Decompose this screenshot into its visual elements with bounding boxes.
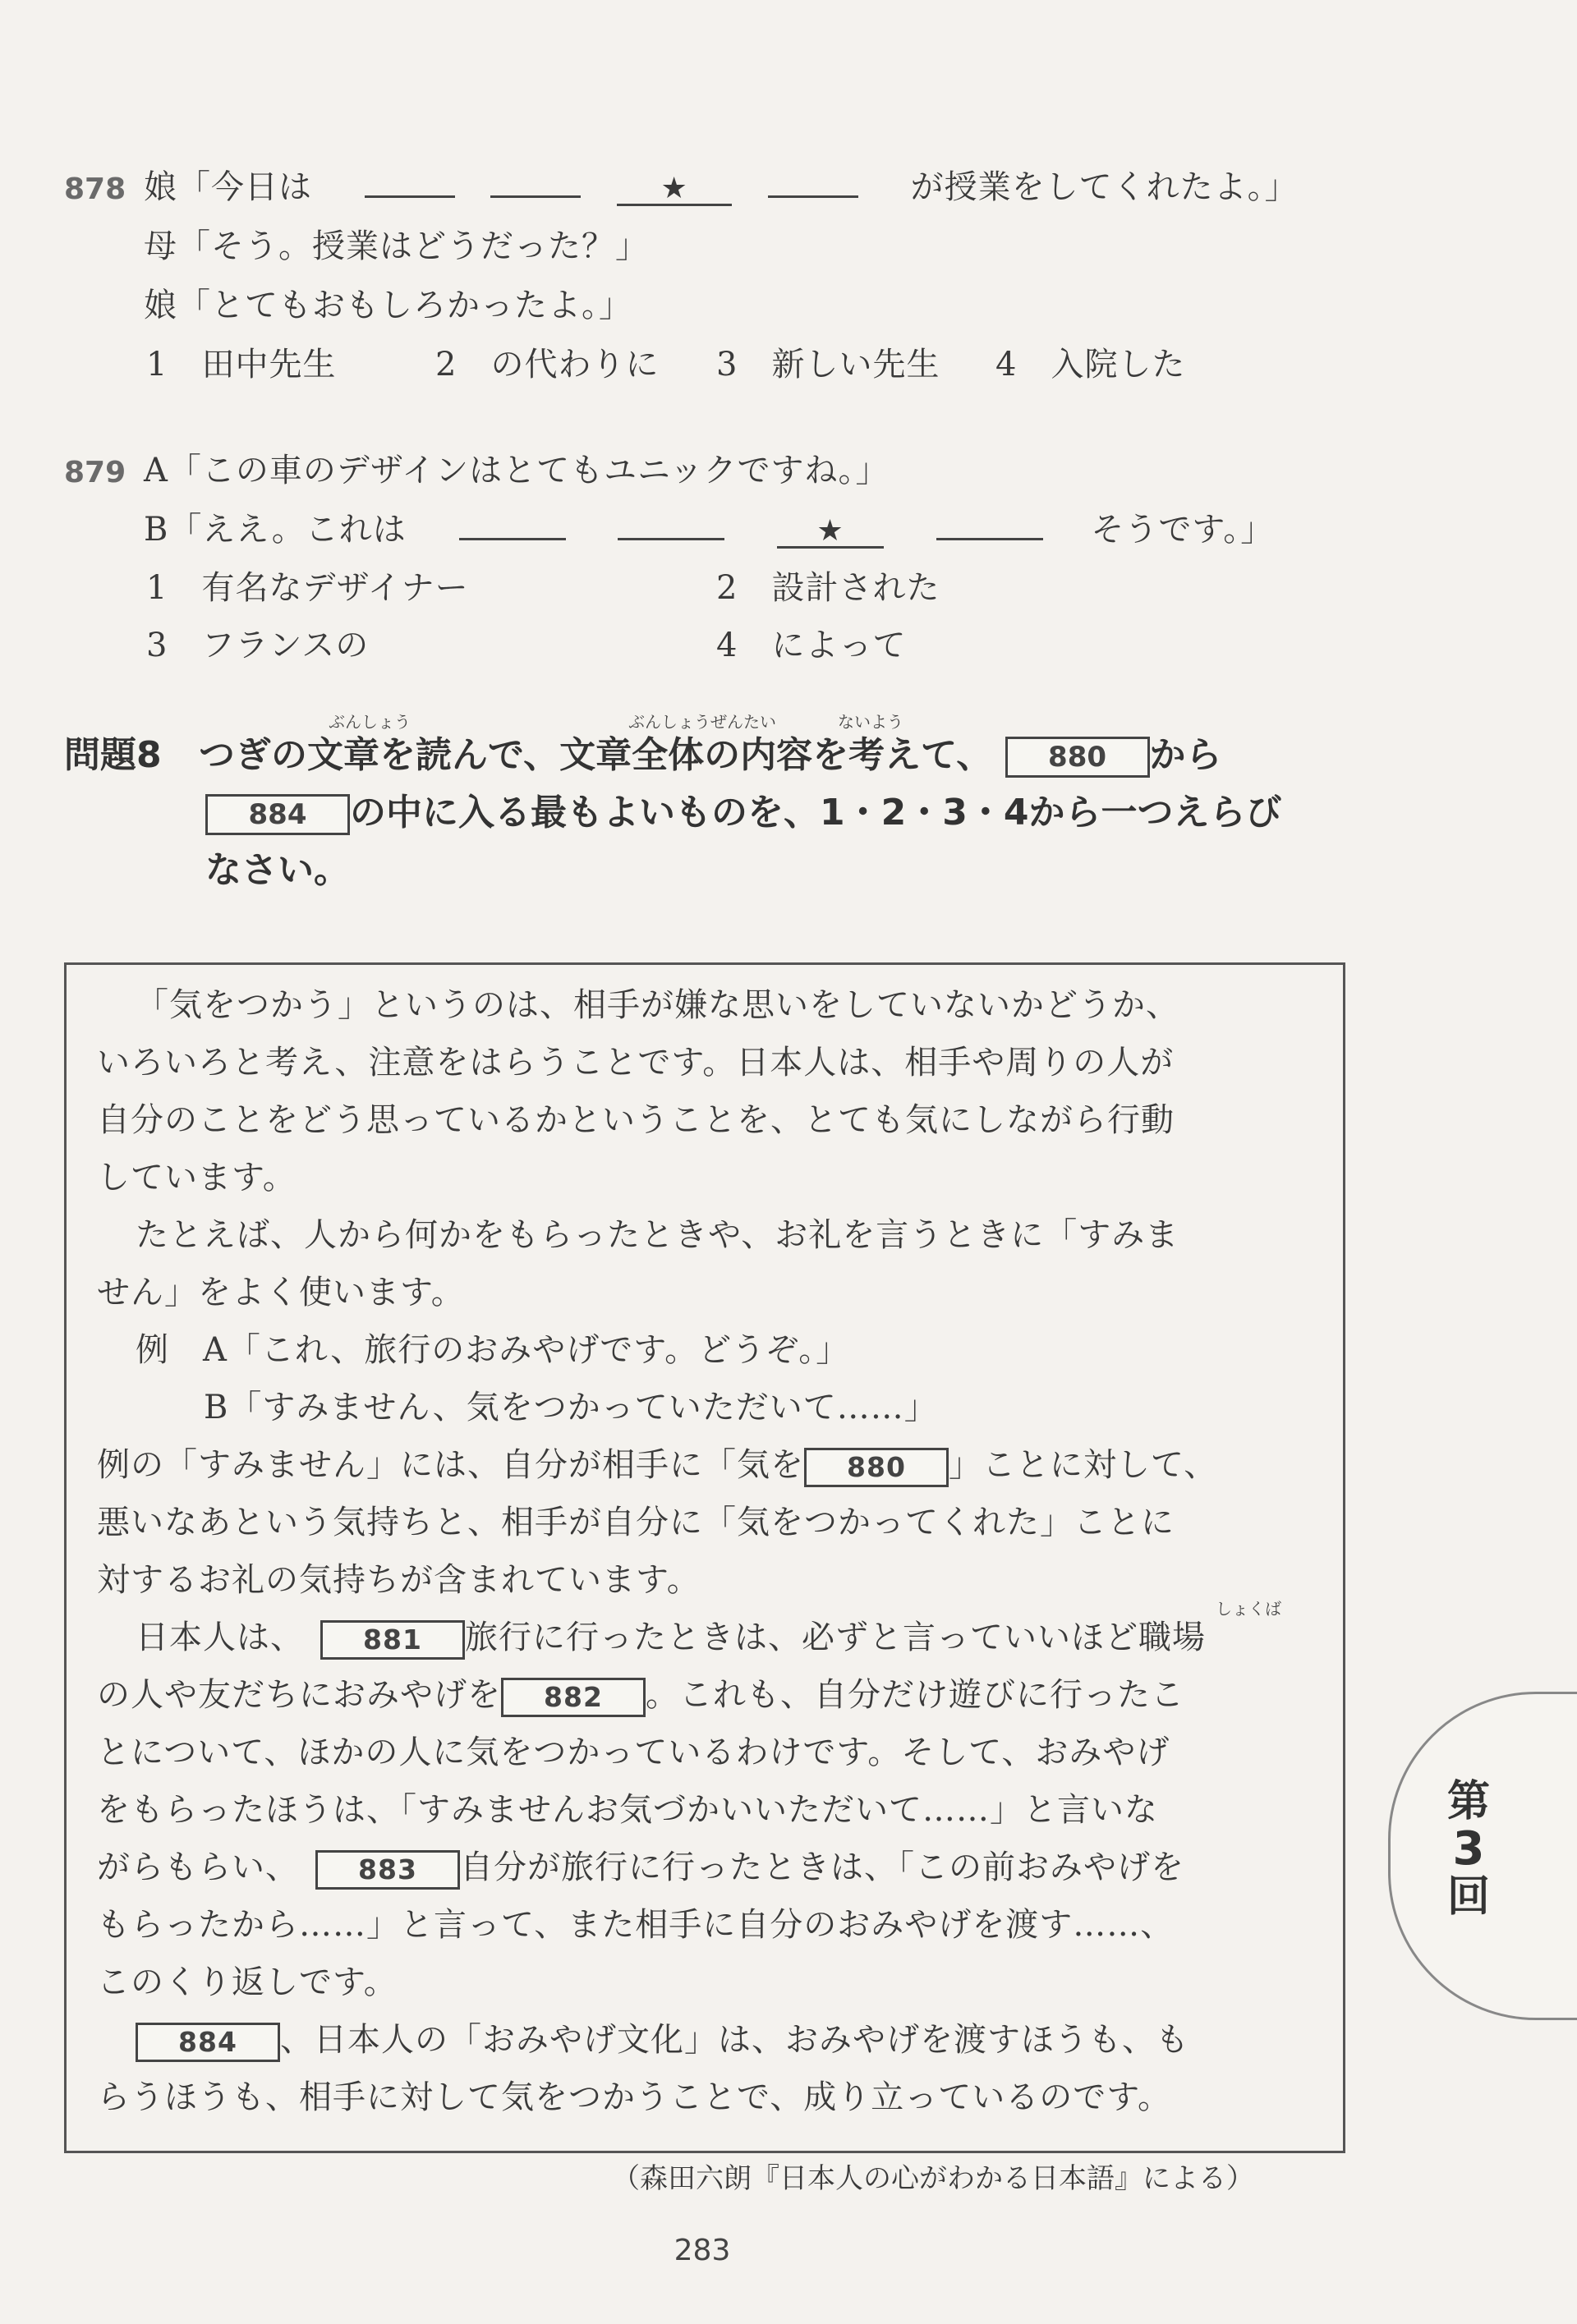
blank-box-883: 883 — [315, 1850, 460, 1890]
side-tab-line: 第 — [1446, 1777, 1490, 1826]
question-number: 878 — [64, 172, 126, 206]
answer-blank — [768, 166, 858, 198]
mondai-heading-line-1 — [64, 731, 1222, 780]
furigana: しょくば — [1216, 1599, 1281, 1619]
mondai-heading-line-2 — [205, 788, 1281, 838]
passage-line: もらったから……」と言って、また相手に自分のおみやげを渡す……、 — [97, 1906, 1175, 1944]
passage-line: たとえば、人から何かをもらったときや、お礼を言うときに「すみま — [136, 1216, 1179, 1254]
blank-box-882: 882 — [501, 1678, 646, 1717]
example-line: B「すみません、気をつかっていただいて……」 — [204, 1389, 938, 1426]
option-1: 1 有名なデザイナー — [146, 569, 469, 607]
option-1: 1 田中先生 — [146, 346, 337, 384]
passage-line: 「気をつかう」というのは、相手が嫌な思いをしていないかどうか、 — [136, 986, 1179, 1024]
passage-line: 悪いなあという気持ちと、相手が自分に「気をつかってくれた」ことに — [97, 1504, 1175, 1541]
passage-line: せん」をよく使います。 — [97, 1274, 465, 1311]
answer-blank — [365, 166, 455, 198]
passage-line — [97, 1442, 1217, 1488]
side-tab-line: 3 — [1452, 1822, 1485, 1876]
dialogue-text: B「ええ。これは — [144, 511, 407, 549]
passage-line — [136, 1614, 1206, 1660]
passage-line — [136, 2017, 1189, 2063]
heading-text: の — [704, 734, 741, 776]
example-line: 例 A「これ、旅行のおみやげです。どうぞ。」 — [136, 1331, 850, 1369]
passage-line: いろいろと考え、注意をはらうことです。日本人は、相手や周りの人が — [97, 1044, 1175, 1082]
mondai-heading-line-3: なさい。 — [205, 849, 350, 891]
star-blank: ★ — [777, 517, 884, 549]
side-tab-label — [1436, 1778, 1501, 1921]
passage-line — [97, 1672, 1184, 1718]
passage-line: をもらったほうは、「すみませんお気づかいいただいて……」と言いな — [97, 1791, 1158, 1829]
question-line-1: A「この車のデザインはとてもユニックですね。」 — [144, 452, 890, 489]
furigana: ぶんしょう — [329, 712, 411, 732]
passage-text: 」ことに対して、 — [949, 1446, 1218, 1484]
heading-text: つぎの — [198, 734, 307, 776]
option-3: 3 フランスの — [146, 627, 370, 664]
mondai-label: 問題8 — [64, 734, 162, 776]
heading-text: 内容 — [740, 734, 813, 776]
passage-text: 例の「すみません」には、自分が相手に「気を — [97, 1446, 804, 1484]
heading-text: の中に入る最もよいものを、1・2・3・4から一つえらび — [350, 792, 1282, 834]
furigana: ないよう — [838, 712, 903, 732]
source-citation: （森田六朗『日本人の心がわかる日本語』による） — [612, 2162, 1254, 2195]
passage-line: しています。 — [97, 1159, 297, 1196]
answer-blank — [459, 508, 566, 540]
passage-line: らうほうも、相手に対して気をつかうことで、成り立っているのです。 — [97, 2078, 1171, 2116]
furigana: ぶんしょうぜんたい — [628, 712, 776, 732]
passage-line: とについて、ほかの人に気をつかっているわけです。そして、おみやげ — [97, 1734, 1170, 1771]
heading-text: から — [1149, 734, 1222, 776]
blank-box-884: 884 — [136, 2023, 280, 2062]
question-line-2: 母「そう。授業はどうだった？」 — [144, 227, 649, 265]
side-tab-line: 回 — [1446, 1872, 1490, 1922]
passage-text: の人や友だちにおみやげを — [97, 1676, 501, 1714]
passage-line: 対するお礼の気持ちが含まれています。 — [97, 1561, 701, 1599]
dialogue-text: 娘「今日は — [144, 168, 312, 206]
heading-text: を読んで、 — [379, 734, 560, 776]
answer-blank — [490, 166, 581, 198]
option-3: 3 新しい先生 — [716, 346, 940, 384]
passage-text: 。これも、自分だけ遊びに行ったこ — [646, 1676, 1184, 1714]
passage-text: 職場 — [1138, 1619, 1206, 1656]
blank-box-880: 880 — [1005, 737, 1150, 778]
passage-text: がらもらい、 — [97, 1849, 299, 1886]
star-blank: ★ — [617, 174, 732, 206]
blank-box-884: 884 — [205, 794, 350, 835]
answer-blank — [618, 508, 724, 540]
passage-text: 自分が旅行に行ったときは、「この前おみやげを — [460, 1849, 1184, 1886]
question-line-3: 娘「とてもおもしろかったよ。」 — [144, 287, 632, 324]
option-4: 4 入院した — [995, 346, 1186, 384]
option-2: 2 の代わりに — [435, 346, 660, 384]
dialogue-text: そうです。」 — [1091, 511, 1275, 549]
passage-line: このくり返しです。 — [97, 1963, 398, 2001]
dialogue-text: が授業をしてくれたよ。」 — [910, 168, 1299, 206]
answer-blank — [936, 508, 1043, 540]
heading-text: を考えて、 — [812, 734, 993, 776]
passage-text: 旅行に行ったときは、必ずと言っていいほど — [465, 1619, 1138, 1656]
passage-line — [97, 1844, 1184, 1890]
option-4: 4 によって — [716, 627, 907, 664]
passage-text: 日本人は、 — [136, 1619, 304, 1656]
question-number: 879 — [64, 456, 126, 489]
heading-text: 文章 — [306, 734, 379, 776]
blank-box-881: 881 — [320, 1620, 465, 1660]
page-number: 283 — [674, 2234, 731, 2267]
blank-box-880: 880 — [804, 1448, 949, 1487]
option-2: 2 設計された — [716, 569, 940, 607]
heading-text: 文章全体 — [559, 734, 705, 776]
passage-line: 自分のことをどう思っているかということを、とても気にしながら行動 — [97, 1101, 1175, 1139]
passage-text: 、日本人の「おみやげ文化」は、おみやげを渡すほうも、も — [280, 2021, 1189, 2059]
question-line-2 — [144, 507, 1274, 553]
question-line-1 — [144, 164, 1299, 210]
